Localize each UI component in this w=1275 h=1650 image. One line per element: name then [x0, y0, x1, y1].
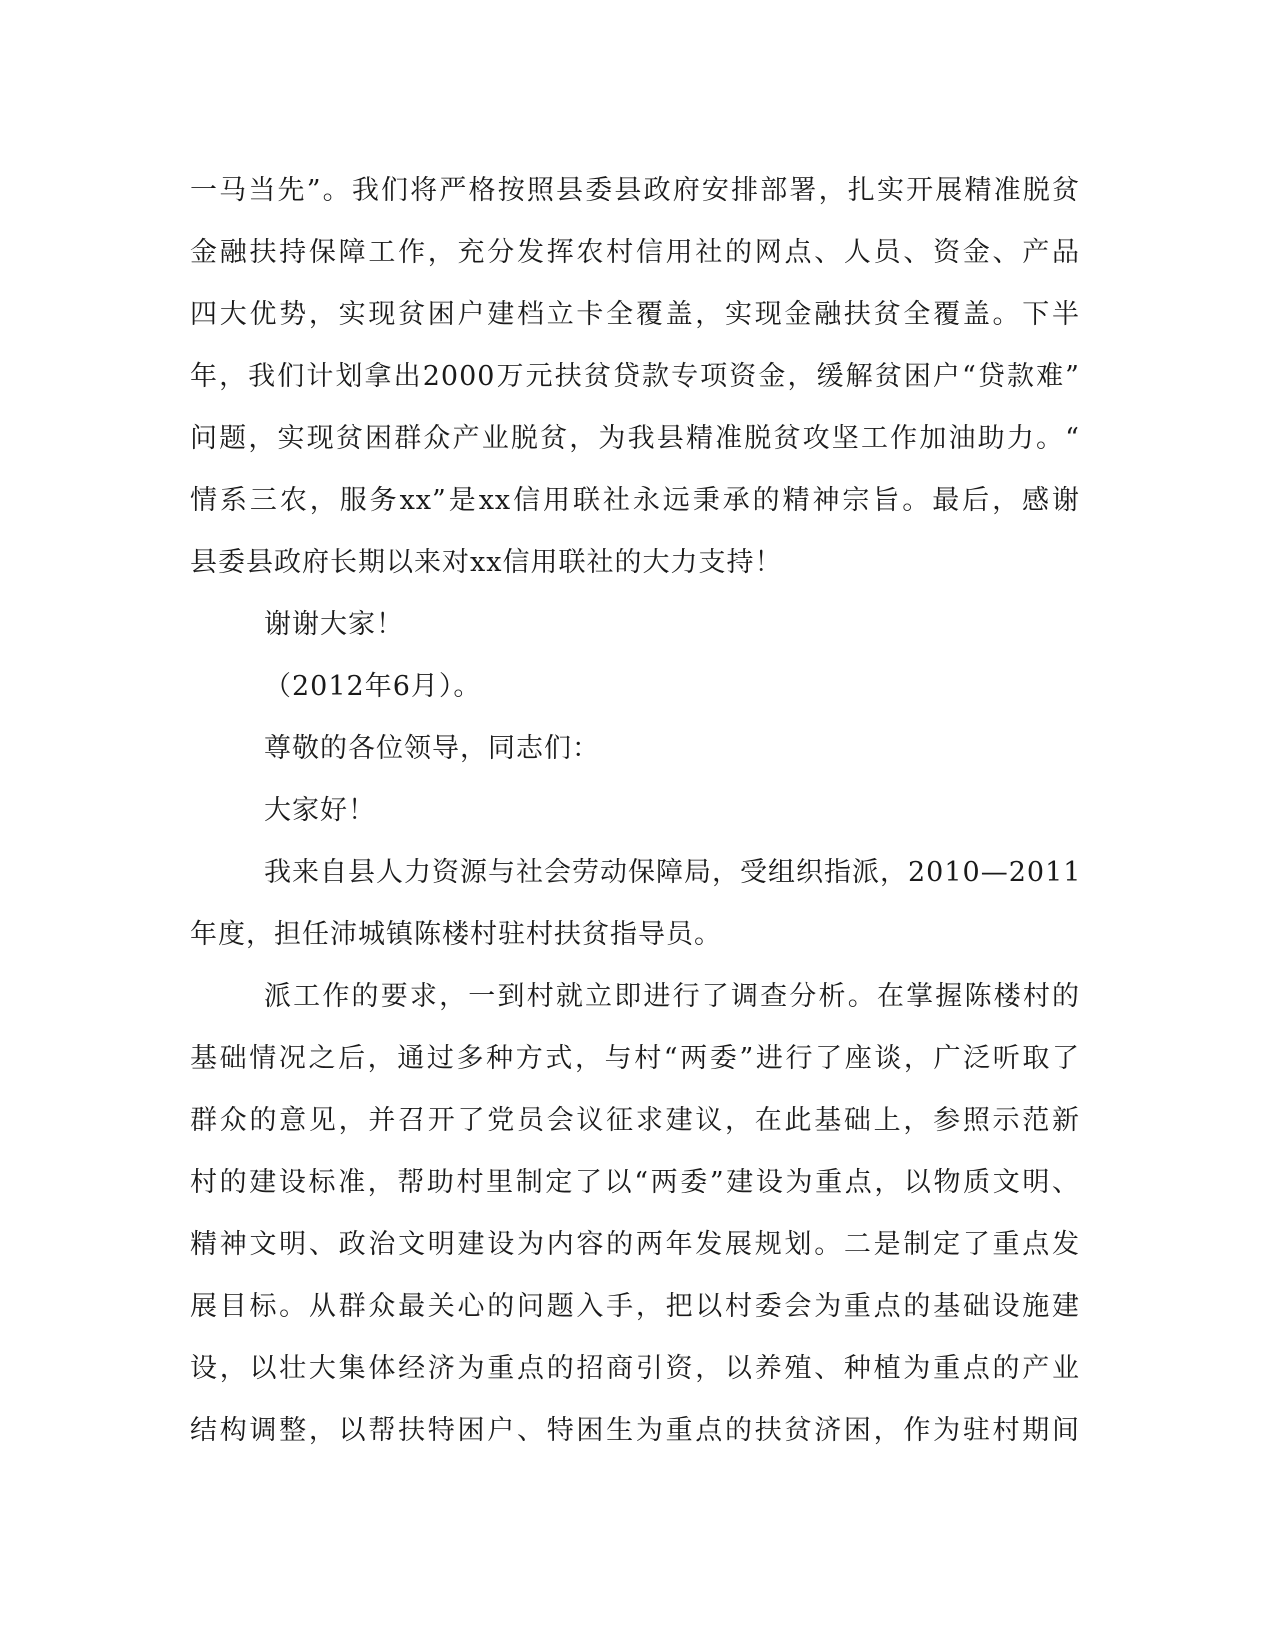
text-line: 基础情况之后，通过多种方式，与村“两委”进行了座谈，广泛听取了 — [190, 1043, 1080, 1074]
text-line: 精神文明、政治文明建设为内容的两年发展规划。二是制定了重点发 — [190, 1229, 1080, 1260]
text-line: 群众的意见，并召开了党员会议征求建议，在此基础上，参照示范新 — [190, 1105, 1080, 1136]
text-line: 尊敬的各位领导，同志们： — [264, 733, 600, 764]
text-line: 县委县政府长期以来对xx信用联社的大力支持！ — [190, 547, 783, 578]
text-line: 问题，实现贫困群众产业脱贫，为我县精准脱贫攻坚工作加油助力。“ — [190, 423, 1080, 454]
text-line: 展目标。从群众最关心的问题入手，把以村委会为重点的基础设施建 — [190, 1291, 1080, 1322]
text-line: 我来自县人力资源与社会劳动保障局，受组织指派，2010—2011 — [264, 857, 1082, 888]
text-line: 四大优势，实现贫困户建档立卡全覆盖，实现金融扶贫全覆盖。下半 — [190, 299, 1080, 330]
text-line: 结构调整，以帮扶特困户、特困生为重点的扶贫济困，作为驻村期间 — [190, 1415, 1080, 1446]
text-line: 年度，担任沛城镇陈楼村驻村扶贫指导员。 — [190, 919, 722, 950]
text-line: 年，我们计划拿出2000万元扶贫贷款专项资金，缓解贫困户“贷款难” — [190, 361, 1080, 392]
text-line: 大家好！ — [264, 795, 376, 826]
text-line: （2012年6月）。 — [264, 671, 482, 702]
text-line: 金融扶持保障工作，充分发挥农村信用社的网点、人员、资金、产品 — [190, 237, 1080, 268]
text-line: 派工作的要求，一到村就立即进行了调查分析。在掌握陈楼村的 — [264, 981, 1080, 1012]
text-line: 情系三农，服务xx”是xx信用联社永远秉承的精神宗旨。最后，感谢 — [190, 485, 1080, 516]
text-line: 村的建设标准，帮助村里制定了以“两委”建设为重点，以物质文明、 — [190, 1167, 1080, 1198]
text-line: 设，以壮大集体经济为重点的招商引资，以养殖、种植为重点的产业 — [190, 1353, 1080, 1384]
document-body — [190, 160, 1080, 1462]
text-line: 一马当先”。我们将严格按照县委县政府安排部署，扎实开展精准脱贫 — [190, 175, 1080, 206]
text-line: 谢谢大家！ — [264, 609, 404, 640]
